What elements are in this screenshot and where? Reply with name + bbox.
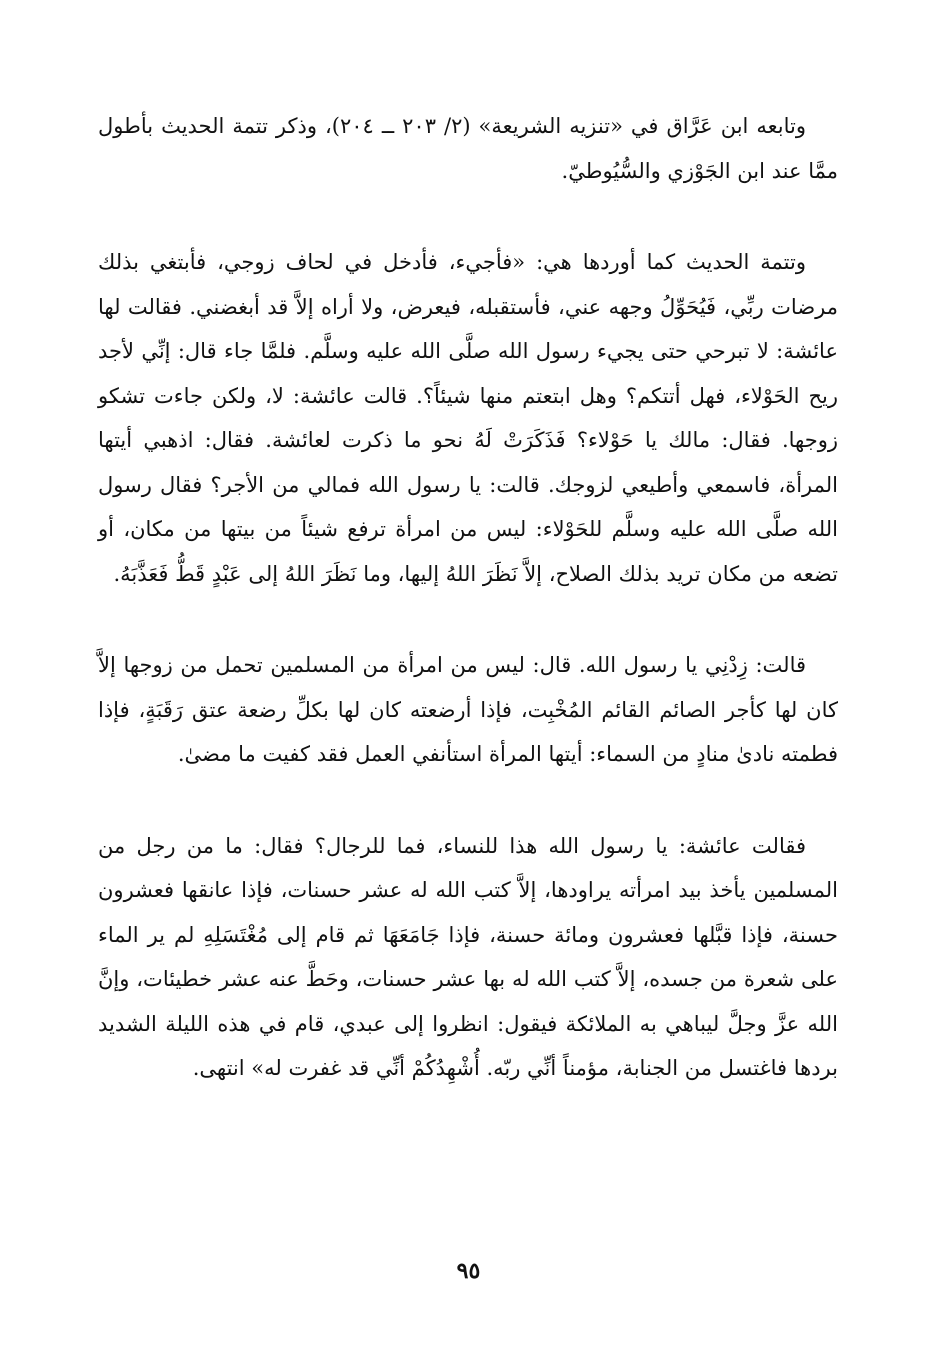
paragraph-2: وتتمة الحديث كما أوردها هي: «فأجيء، فأدخل في لحاف زوجي، فأبتغي بذلك مرضات ربِّي، فَيُحَوِّلُ وجهه عني، فأستقبله، فيعرض، ولا أراه إلاَّ قد أبغضني. فقالت لها عائشة: لا تبرحي حتى يجيء رسول الله صلَّى الله عليه وسلَّم. فلمَّا جاء قال: إنِّي لأجد ريح الحَوْلاء، فهل أتتكم؟ وهل ابتعتم منها شيئاً؟. قالت عائشة: لا، ولكن جاءت تشكو زوجها. فقال: مالك يا حَوْلاء؟ فَذَكَرَتْ لَهُ نحو ما ذكرت لعائشة. فقال: اذهبي أيتها المرأة، فاسمعي وأطيعي لزوجك. قالت: يا رسول الله فمالي من الأجر؟ فقال رسول الله صلَّى الله عليه وسلَّم للحَوْلاء: ليس من امرأة ترفع شيئاً من بيتها من مكان، أو تضعه من مكان تريد بذلك الصلاح، إلاَّ نَظَرَ اللهُ إليها، وما نَظَرَ اللهُ إلى عَبْدٍ قَطُّ فَعَذَّبَهُ. [98,250,838,586]
paragraph-3: قالت: زِدْنِي يا رسول الله. قال: ليس من امرأة من المسلمين تحمل من زوجها إلاَّ كان لها كأجر الصائم القائم المُخْبِت، فإذا أرضعته كان لها بكلِّ رضعة عتق رَقَبَةٍ، فإذا فطمته نادىٰ منادٍ من السماء: أيتها المرأة استأنفي العمل فقد كفيت ما مضىٰ. [98,653,838,766]
paragraph-1: وتابعه ابن عَرَّاق في «تنزيه الشريعة» (٢/ ٢٠٣ ــ ٢٠٤)، وذكر تتمة الحديث بأطول ممَّا عند ابن الجَوْزي والسُّيُوطيّ. [98,114,838,183]
paragraph-4: فقالت عائشة: يا رسول الله هذا للنساء، فما للرجال؟ فقال: ما من رجل من المسلمين يأخذ بيد امرأته يراودها، إلاَّ كتب الله له عشر حسنات، فإذا عانقها فعشرون حسنة، فإذا قبَّلها فعشرون ومائة حسنة، فإذا جَامَعَهَا ثم قام إلى مُغْتَسَلِهِ لم ير الماء على شعرة من جسده، إلاَّ كتب الله له بها عشر حسنات، وحَطَّ عنه عشر خطيئات، وإنَّ الله عزَّ وجلَّ ليباهي به الملائكة فيقول: انظروا إلى عبدي، قام في هذه الليلة الشديد بردها فاغتسل من الجنابة، مؤمناً أنِّي ربّه. أُشْهِدُكُمْ أنِّي قد غفرت له» انتهى. [98,833,838,1080]
page-body [98,104,838,1091]
page-number: ٩٥ [456,1258,481,1284]
